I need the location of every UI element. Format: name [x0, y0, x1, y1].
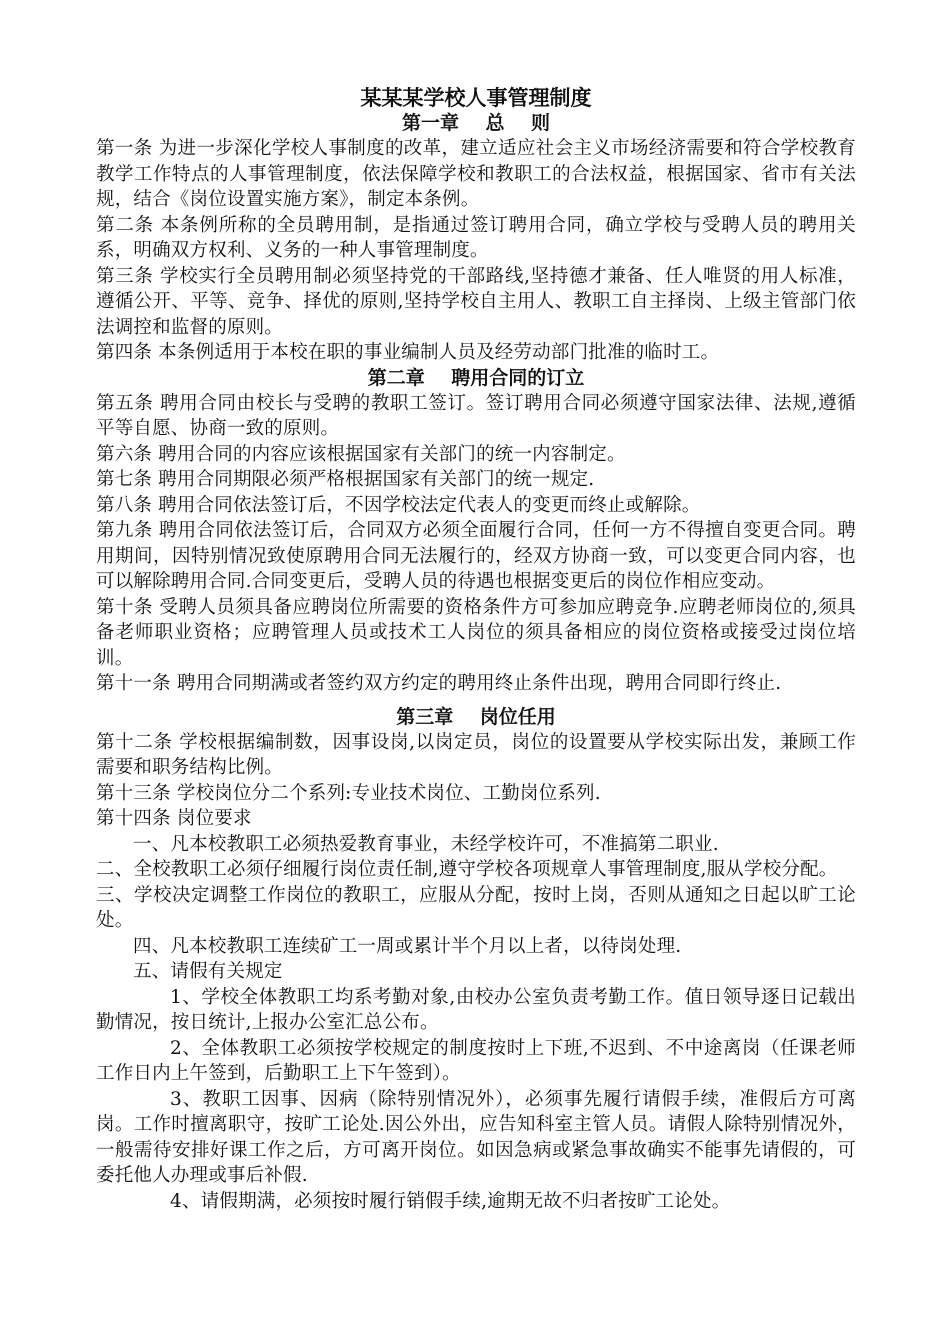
requirement-2: 二、全校教职工必须仔细履行岗位责任制,遵守学校各项规章人事管理制度,服从学校分配。: [96, 859, 838, 880]
leave-rule-2: 2、全体教职工必须按学校规定的制度按时上下班,不迟到、不中途离岗（任课老师工作日内上午签到，后勤职工上下午签到）。: [96, 1037, 856, 1084]
article-10: 第十条 受聘人员须具备应聘岗位所需要的资格条件方可参加应聘竞争.应聘老师岗位的,须具备老师职业资格；应聘管理人员或技术工人岗位的须具备相应的岗位资格或接受过岗位培训。: [96, 596, 856, 669]
chapter-3-heading: 第三章 岗位任用: [396, 705, 556, 728]
article-4: 第四条 本条例适用于本校在职的事业编制人员及经劳动部门批准的临时工。: [96, 342, 720, 363]
article-6: 第六条 聘用合同的内容应该根据国家有关部门的统一内容制定。: [96, 443, 626, 465]
requirement-1: 一、凡本校教职工必须热爱教育事业，未经学校许可，不准搞第二职业.: [133, 833, 719, 855]
article-14: 第十四条 岗位要求: [96, 808, 252, 829]
article-12: 第十二条 学校根据编制数，因事设岗,以岗定员，岗位的设置要从学校实际出发，兼顾工作需要和职务结构比例。: [96, 731, 856, 778]
leave-rule-4: 4、请假期满，必须按时履行销假手续,逾期无故不归者按旷工论处。: [170, 1190, 731, 1212]
requirement-4: 四、凡本校教职工连续矿工一周或累计半个月以上者，以待岗处理.: [133, 935, 682, 957]
document-title: 某某某学校人事管理制度: [360, 85, 592, 110]
article-2: 第二条 本条例所称的全员聘用制，是指通过签订聘用合同，确立学校与受聘人员的聘用关系，明确双方权利、义务的一种人事管理制度。: [96, 214, 856, 261]
chapter-2-heading: 第二章 聘用合同的订立: [367, 366, 585, 389]
leave-rule-3: 3、教职工因事、因病（除特别情况外），必须事先履行请假手续，准假后方可离岗。工作时擅离职守，按旷工论处.因公外出，应告知科室主管人员。请假人除特别情况外，一般需待安排好课工作之后，方可离开岗位。如因急病或紧急事故确实不能事先请假的，可委托他人办理或事后补假.: [96, 1088, 856, 1186]
article-7: 第七条 聘用合同期限必须严格根据国家有关部门的统一规定.: [96, 469, 595, 490]
article-11: 第十一条 聘用合同期满或者签约双方约定的聘用终止条件出现，聘用合同即行终止.: [96, 673, 782, 694]
chapter-1-heading: 第一章 总 则: [402, 112, 550, 134]
article-5: 第五条 聘用合同由校长与受聘的教职工签订。签订聘用合同必须遵守国家法律、法规,遵循平等自愿、协商一致的原则。: [96, 392, 856, 439]
article-8: 第八条 聘用合同依法签订后，不因学校法定代表人的变更而终止或解除。: [96, 494, 701, 516]
requirement-3: 三、学校决定调整工作岗位的教职工，应服从分配，按时上岗，否则从通知之日起以旷工论处。: [96, 884, 856, 931]
leave-rule-1: 1、学校全体教职工均系考勤对象,由校办公室负责考勤工作。值日领导逐日记载出勤情况，按日统计,上报办公室汇总公布。: [96, 986, 856, 1033]
article-3: 第三条 学校实行全员聘用制必须坚持党的干部路线,坚持德才兼备、任人唯贤的用人标准，遵循公开、平等、竞争、择优的原则,坚持学校自主用人、教职工自主择岗、上级主管部门依法调控和监督的原则。: [96, 265, 856, 338]
article-1: 第一条 为进一步深化学校人事制度的改革，建立适应社会主义市场经济需要和符合学校教育教学工作特点的人事管理制度，依法保障学校和教职工的合法权益，根据国家、省市有关法规，结合《岗位设置实施方案》，制定本条例。: [96, 138, 856, 210]
document-page: [96, 84, 856, 1214]
requirement-5: 五、请假有关规定: [133, 961, 283, 982]
article-9: 第九条 聘用合同依法签订后，合同双方必须全面履行合同，任何一方不得擅自变更合同。聘用期间，因特别情况致使原聘用合同无法履行的，经双方协商一致，可以变更合同内容，也可以解除聘用合同.合同变更后，受聘人员的待遇也根据变更后的岗位作相应变动。: [96, 520, 856, 592]
article-13: 第十三条 学校岗位分二个系列:专业技术岗位、工勤岗位系列.: [96, 782, 601, 804]
